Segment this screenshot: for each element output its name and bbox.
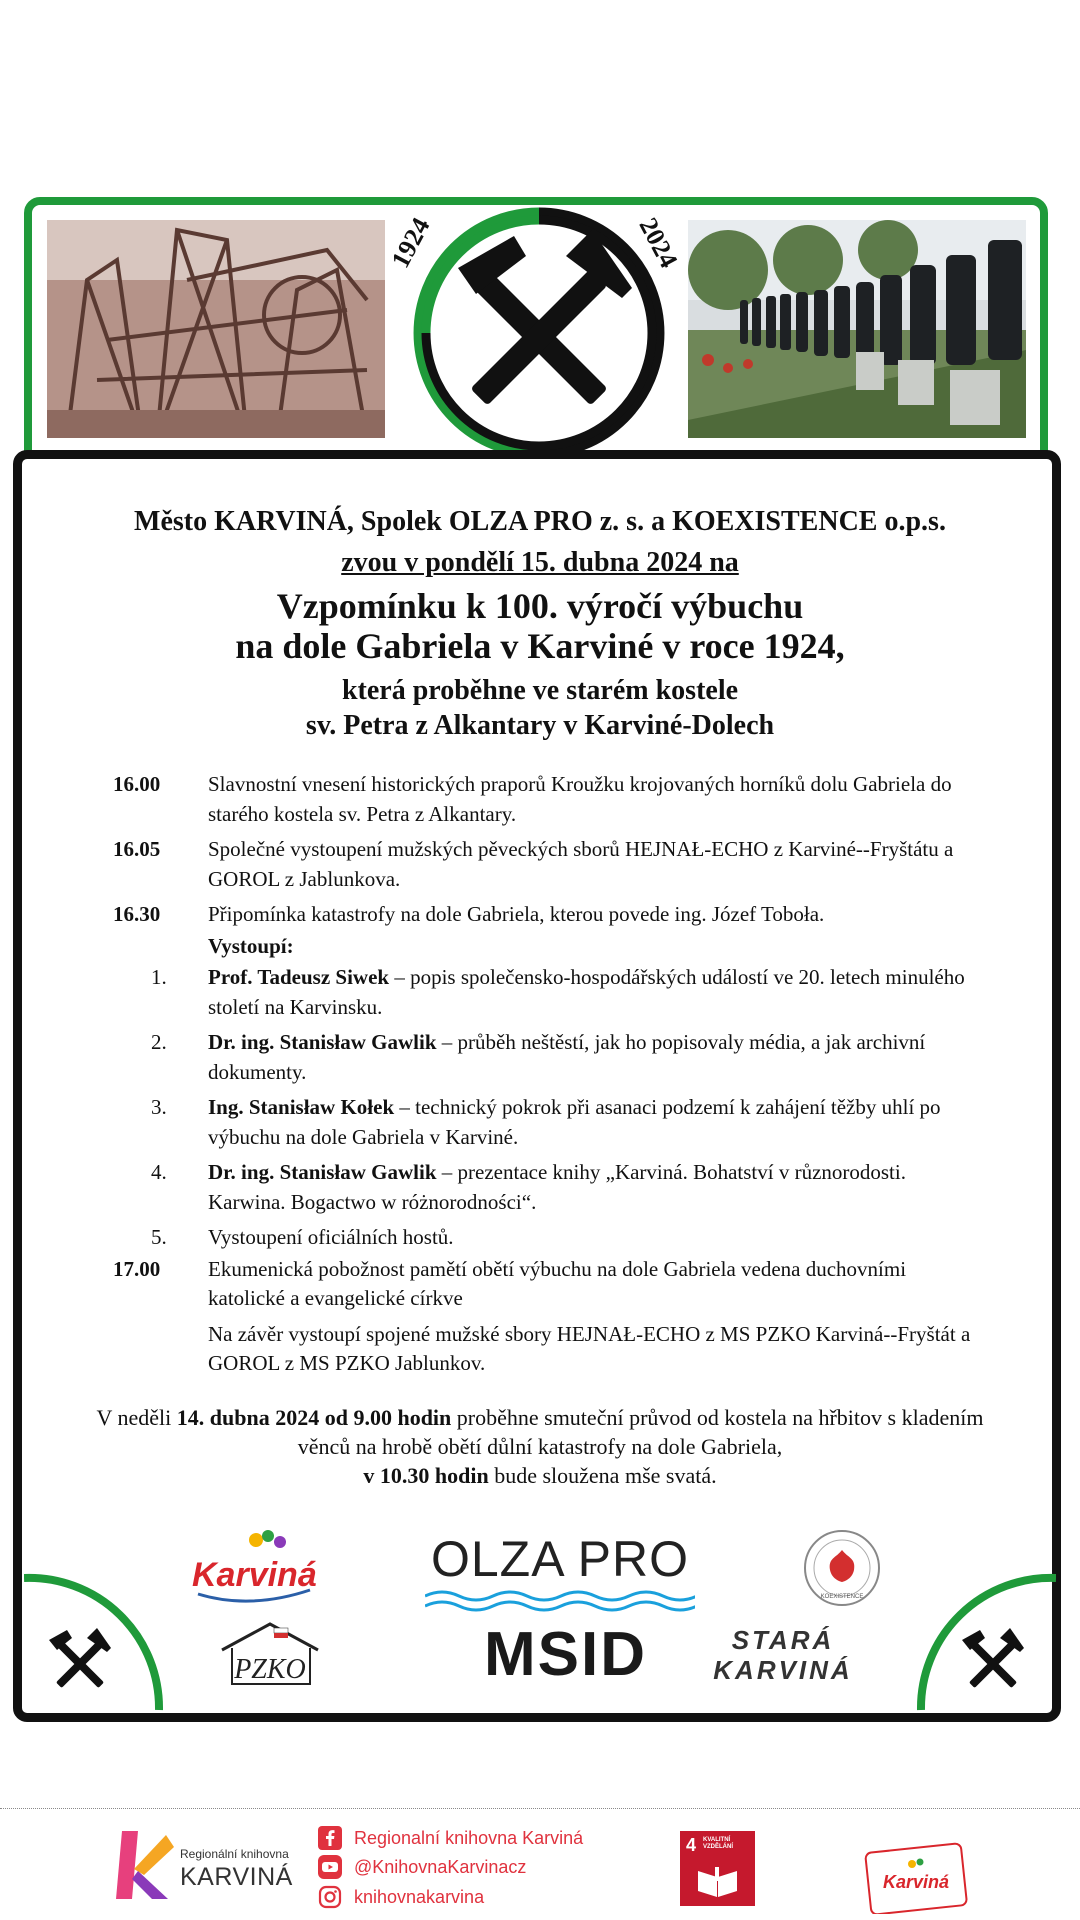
footer-divider — [0, 1808, 1080, 1809]
program-text: Ekumenická pobožnost pamětí obětí výbuchu na dole Gabriela vedena duchovními katolické a evangelické církve — [208, 1256, 907, 1310]
facebook-label: Regionalní knihovna Karviná — [354, 1827, 584, 1848]
book-icon — [680, 1831, 755, 1906]
sdg-quality-education-badge — [680, 1831, 755, 1906]
headline — [60, 586, 1020, 666]
speaker-name: Prof. Tadeusz Siwek — [208, 965, 390, 989]
sdg-number: 4 — [686, 1835, 697, 1855]
program-item — [113, 835, 973, 894]
speaker-topic: – průběh neštěstí, jak ho popisovaly média, a jak archivní dokumenty. — [208, 1030, 926, 1084]
youtube-icon — [318, 1855, 342, 1879]
notice-text: bude sloužena mše svatá. — [488, 1463, 717, 1488]
program-text: Společné vystoupení mužských pěveckých sborů HEJNAŁ-ECHO z Karviné--Fryštátu a GOROL z Jablunkova. — [208, 837, 954, 891]
msid-logo — [484, 1622, 664, 1688]
stara-text: STARÁ — [731, 1625, 835, 1655]
svg-text:Karviná: Karviná — [192, 1556, 317, 1594]
program-text: Připomínka katastrofy na dole Gabriela, kterou povede ing. Józef Toboła. — [208, 902, 825, 926]
speaker-topic: Vystoupení oficiálních hostů. — [208, 1225, 454, 1249]
finale-text: Na závěr vystoupí spojené mužské sbory HEJNAŁ-ECHO z MS PZKO Karviná--Fryštát a GOROL z MS PZKO Jablunkov. — [208, 1321, 971, 1375]
stara-karvina-logo — [708, 1625, 858, 1689]
speaker-topic: – popis společensko-hospodářských událostí ve 20. letech minulého století na Karvinsku. — [208, 965, 965, 1019]
instagram-label: knihovnakarvina — [354, 1886, 485, 1907]
koexistence-seal — [802, 1528, 882, 1608]
pzko-logo — [218, 1620, 323, 1688]
photo-honor-guard — [688, 220, 1026, 438]
speaker-item — [113, 1093, 973, 1152]
headline-line-2: na dole Gabriela v Karviné v roce 1924, — [235, 626, 845, 666]
svg-text:KOEXISTENCE: KOEXISTENCE — [820, 1594, 864, 1600]
speaker-number: 2. — [151, 1030, 167, 1054]
subheadline — [60, 673, 1020, 743]
speaker-name: Dr. ing. Stanisław Gawlik — [208, 1160, 437, 1184]
instagram-icon — [318, 1885, 342, 1909]
facebook-icon — [318, 1826, 342, 1850]
youtube-label: @KnihovnaKarvinacz — [354, 1856, 527, 1877]
speaker-number: 5. — [151, 1225, 167, 1249]
svg-text:PZKO: PZKO — [234, 1654, 306, 1685]
program-text: Slavnostní vnesení historických praporů Kroužku krojovaných horníků dolu Gabriela do starého kostela sv. Petra z Alkantary. — [208, 772, 952, 826]
library-k-icon — [108, 1825, 178, 1905]
speaker-item — [113, 1028, 973, 1087]
speaker-name: Ing. Stanisław Kołek — [208, 1095, 395, 1119]
speakers-heading — [113, 932, 973, 962]
speaker-item — [113, 1223, 973, 1253]
library-name-line1: Regionální knihovna — [180, 1847, 289, 1861]
speaker-number: 4. — [151, 1160, 167, 1184]
program-time: 16.00 — [113, 772, 161, 796]
speaker-number: 1. — [151, 965, 167, 989]
speaker-item — [113, 1158, 973, 1217]
library-name-line2: KARVINÁ — [180, 1863, 293, 1891]
headline-line-1: Vzpomínku k 100. výročí výbuchu — [276, 586, 804, 626]
program-time: 17.00 — [113, 1256, 161, 1281]
notice-time: v 10.30 hodin — [363, 1463, 489, 1488]
invite-line: zvou v pondělí 15. dubna 2024 na — [341, 547, 739, 578]
photo-explosion-ruins — [47, 220, 385, 438]
speaker-name: Dr. ing. Stanisław Gawlik — [208, 1030, 437, 1054]
notice-text: proběhne smuteční průvod od kostela na hřbitov s kladením věnců na hrobě obětí důlní katastrofy na dole Gabriela, — [297, 1405, 984, 1459]
waves-icon — [425, 1588, 695, 1618]
year-2024: 2024 — [633, 213, 684, 273]
karvina-badge — [862, 1842, 970, 1914]
speaker-number: 3. — [151, 1095, 167, 1119]
regional-library-logo — [108, 1825, 298, 1905]
notice-text: V neděli — [96, 1405, 177, 1430]
program-time: 16.30 — [113, 902, 161, 926]
notice-date: 14. dubna 2024 od 9.00 hodin — [176, 1405, 452, 1430]
instagram-link[interactable] — [318, 1883, 638, 1911]
program-item — [113, 770, 973, 829]
subhead-line-2: sv. Petra z Alkantary v Karviné-Dolech — [305, 710, 775, 741]
program-finale — [113, 1320, 973, 1379]
youtube-link[interactable] — [318, 1853, 638, 1881]
speaker-topic: – prezentace knihy „Karviná. Bohatství v různorodosti. Karwina. Bogactwo w różnorodności“. — [208, 1160, 906, 1214]
sdg-label: KVALITNÍ VZDĚLÁNÍ — [703, 1837, 733, 1850]
olza-pro-logo — [425, 1530, 695, 1610]
program-item — [113, 1255, 973, 1314]
organizers-line: Město KARVINÁ, Spolek OLZA PRO z. s. a KOEXISTENCE o.p.s. — [134, 506, 946, 537]
olza-pro-text: OLZA PRO — [430, 1531, 690, 1587]
program-item — [113, 900, 973, 930]
speaker-item — [113, 963, 973, 1022]
karvina-text: KARVINÁ — [713, 1655, 853, 1685]
year-1924: 1924 — [385, 213, 436, 273]
karvina-city-logo — [190, 1528, 320, 1608]
svg-text:Karviná: Karviná — [882, 1872, 950, 1892]
program-list — [113, 770, 973, 1385]
program-time: 16.05 — [113, 837, 161, 861]
speakers-label: Vystoupí: — [208, 933, 294, 958]
crossed-hammers-icon — [45, 1626, 115, 1696]
procession-notice — [90, 1403, 990, 1490]
subhead-line-1: která proběhne ve starém kostele — [341, 675, 739, 706]
speaker-topic: – technický pokrok při asanaci podzemí k zahájení těžby uhlí po výbuchu na dole Gabriela v Karviné. — [208, 1095, 941, 1149]
msid-text: MSID — [484, 1620, 647, 1689]
crossed-hammers-icon — [958, 1626, 1028, 1696]
facebook-link[interactable] — [318, 1824, 638, 1852]
